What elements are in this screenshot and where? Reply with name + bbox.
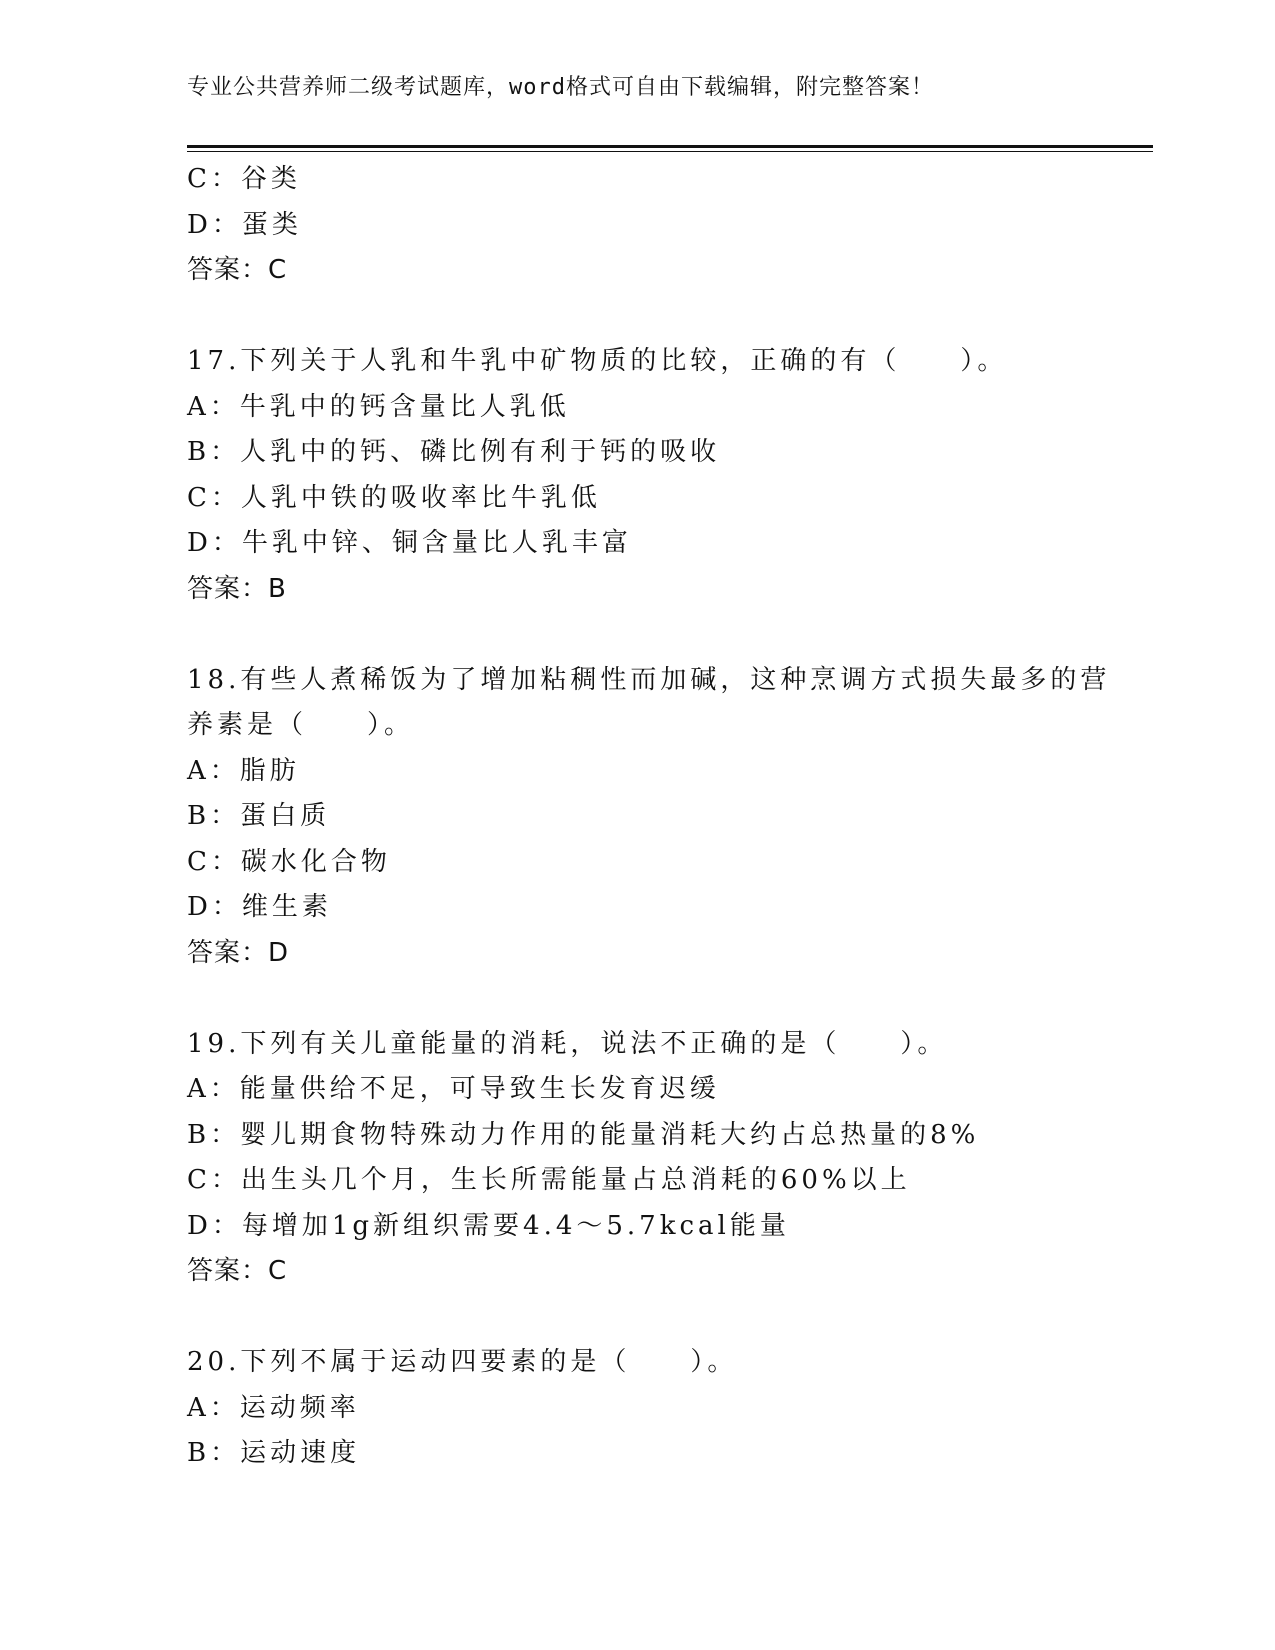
page-header: 专业公共营养师二级考试题库，word格式可自由下载编辑，附完整答案！ [187, 75, 934, 100]
option-a: A：能量供给不足，可导致生长发育迟缓 [187, 1074, 720, 1104]
question-stem-continued: 养素是（ ）。 [187, 710, 415, 740]
question-stem: 20.下列不属于运动四要素的是（ ）。 [187, 1347, 738, 1377]
option-b: B：蛋白质 [187, 801, 331, 831]
answer-line: 答案：D [187, 937, 290, 968]
spacer [187, 1295, 1117, 1341]
option-a: A：牛乳中的钙含量比人乳低 [187, 391, 570, 422]
answer-line: 答案：C [187, 255, 288, 285]
option-c: C：碳水化合物 [187, 846, 391, 877]
option-b: B：人乳中的钙、磷比例有利于钙的吸收 [187, 437, 721, 467]
question-stem: 17.下列关于人乳和牛乳中矿物质的比较，正确的有（ ）。 [187, 346, 1008, 376]
option-c: C：出生头几个月，生长所需能量占总消耗的60%以上 [187, 1165, 911, 1195]
answer-line: 答案：C [187, 1256, 288, 1286]
option-d: D：牛乳中锌、铜含量比人乳丰富 [187, 528, 632, 558]
option-b: B：婴儿期食物特殊动力作用的能量消耗大约占总热量的8% [187, 1119, 980, 1150]
spacer [187, 294, 1117, 340]
option-a: A：脂肪 [187, 755, 300, 786]
spacer [187, 976, 1117, 1022]
option-a: A：运动频率 [187, 1392, 360, 1423]
document-body [187, 157, 1117, 1477]
option-d: D：每增加1g新组织需要4.4～5.7kcal能量 [187, 1210, 790, 1241]
option-d: D：蛋类 [187, 209, 302, 240]
spacer [187, 612, 1117, 658]
option-b: B：运动速度 [187, 1438, 361, 1468]
question-stem: 18.有些人煮稀饭为了增加粘稠性而加碱，这种烹调方式损失最多的营 [187, 664, 1111, 695]
question-stem: 19.下列有关儿童能量的消耗，说法不正确的是（ ）。 [187, 1028, 948, 1059]
option-c: C：人乳中铁的吸收率比牛乳低 [187, 482, 601, 513]
option-c: C：谷类 [187, 164, 301, 194]
header-rule-thick [187, 145, 1153, 148]
header-rule-thin [187, 151, 1153, 152]
option-d: D：维生素 [187, 892, 332, 922]
answer-line: 答案：B [187, 573, 287, 604]
